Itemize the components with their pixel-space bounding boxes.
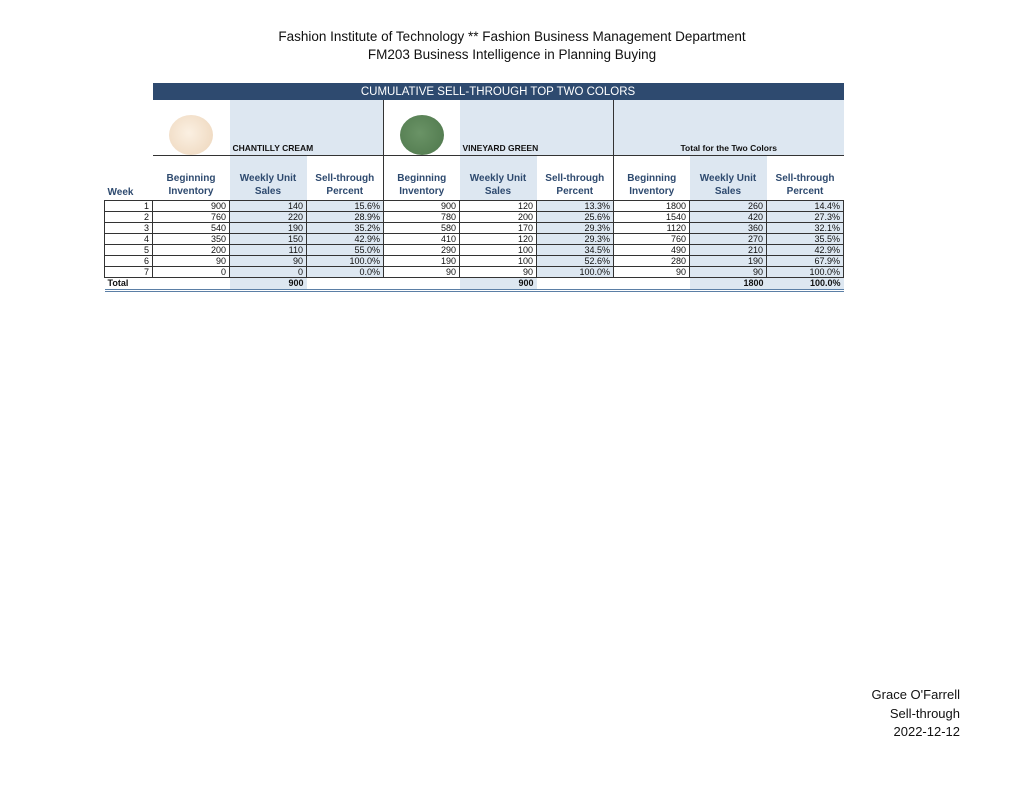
group-vineyard-green: VINEYARD GREEN — [460, 100, 614, 156]
header-institution: Fashion Institute of Technology ** Fashion Business Management Department — [278, 29, 746, 44]
column-header-row — [105, 156, 844, 201]
combined-total-percent: 100.0% — [767, 278, 844, 291]
table-title: CUMULATIVE SELL-THROUGH TOP TWO COLORS — [153, 83, 844, 100]
table-row: 4 350 150 42.9% 410 120 29.3% 760 270 35.5% — [105, 234, 844, 245]
green-sell-through-header: Sell-through Percent — [537, 156, 614, 201]
table-row: 5 200 110 55.0% 290 100 34.5% 490 210 42.9% — [105, 245, 844, 256]
total-weekly-sales-header: Weekly Unit Sales — [690, 156, 767, 201]
cream-swatch-cell — [153, 100, 230, 156]
green-swatch-cell — [384, 100, 460, 156]
cream-sell-through-header: Sell-through Percent — [307, 156, 384, 201]
total-sell-through-header: Sell-through Percent — [767, 156, 844, 201]
green-beginning-inventory-header: Beginning Inventory — [384, 156, 460, 201]
total-beginning-inventory-header: Beginning Inventory — [614, 156, 690, 201]
group-chantilly-cream: CHANTILLY CREAM — [230, 100, 384, 156]
cream-beginning-inventory-header: Beginning Inventory — [153, 156, 230, 201]
cream-weekly-sales-header: Weekly Unit Sales — [230, 156, 307, 201]
combined-total-sales: 1800 — [690, 278, 767, 291]
table-row: 2 760 220 28.9% 780 200 25.6% 1540 420 27.3% — [105, 212, 844, 223]
total-label: Total — [105, 278, 153, 291]
week-header: Week — [107, 187, 134, 198]
table-row: 1 900 140 15.6% 900 120 13.3% 1800 260 14.4% — [105, 201, 844, 212]
header-course: FM203 Business Intelligence in Planning Buying — [367, 47, 657, 62]
table-row: 7 0 0 0.0% 90 90 100.0% 90 90 100.0% — [105, 267, 844, 278]
page-header — [0, 28, 1024, 64]
cream-total-sales: 900 — [230, 278, 307, 291]
footer-author: Grace O'Farrell — [871, 687, 960, 702]
green-total-sales: 900 — [460, 278, 537, 291]
group-total-two-colors: Total for the Two Colors — [614, 100, 844, 156]
page-footer — [872, 686, 960, 742]
chantilly-cream-swatch-image — [169, 115, 213, 155]
footer-date: 2022-12-12 — [893, 724, 960, 739]
green-weekly-sales-header: Weekly Unit Sales — [460, 156, 537, 201]
sell-through-sheet — [104, 83, 844, 292]
footer-subject: Sell-through — [889, 705, 960, 721]
table-row: 3 540 190 35.2% 580 170 29.3% 1120 360 32.1% — [105, 223, 844, 234]
table-row: 6 90 90 100.0% 190 100 52.6% 280 190 67.9% — [105, 256, 844, 267]
sell-through-table — [104, 83, 844, 292]
vineyard-green-swatch-image — [400, 115, 444, 155]
total-row — [105, 278, 844, 291]
